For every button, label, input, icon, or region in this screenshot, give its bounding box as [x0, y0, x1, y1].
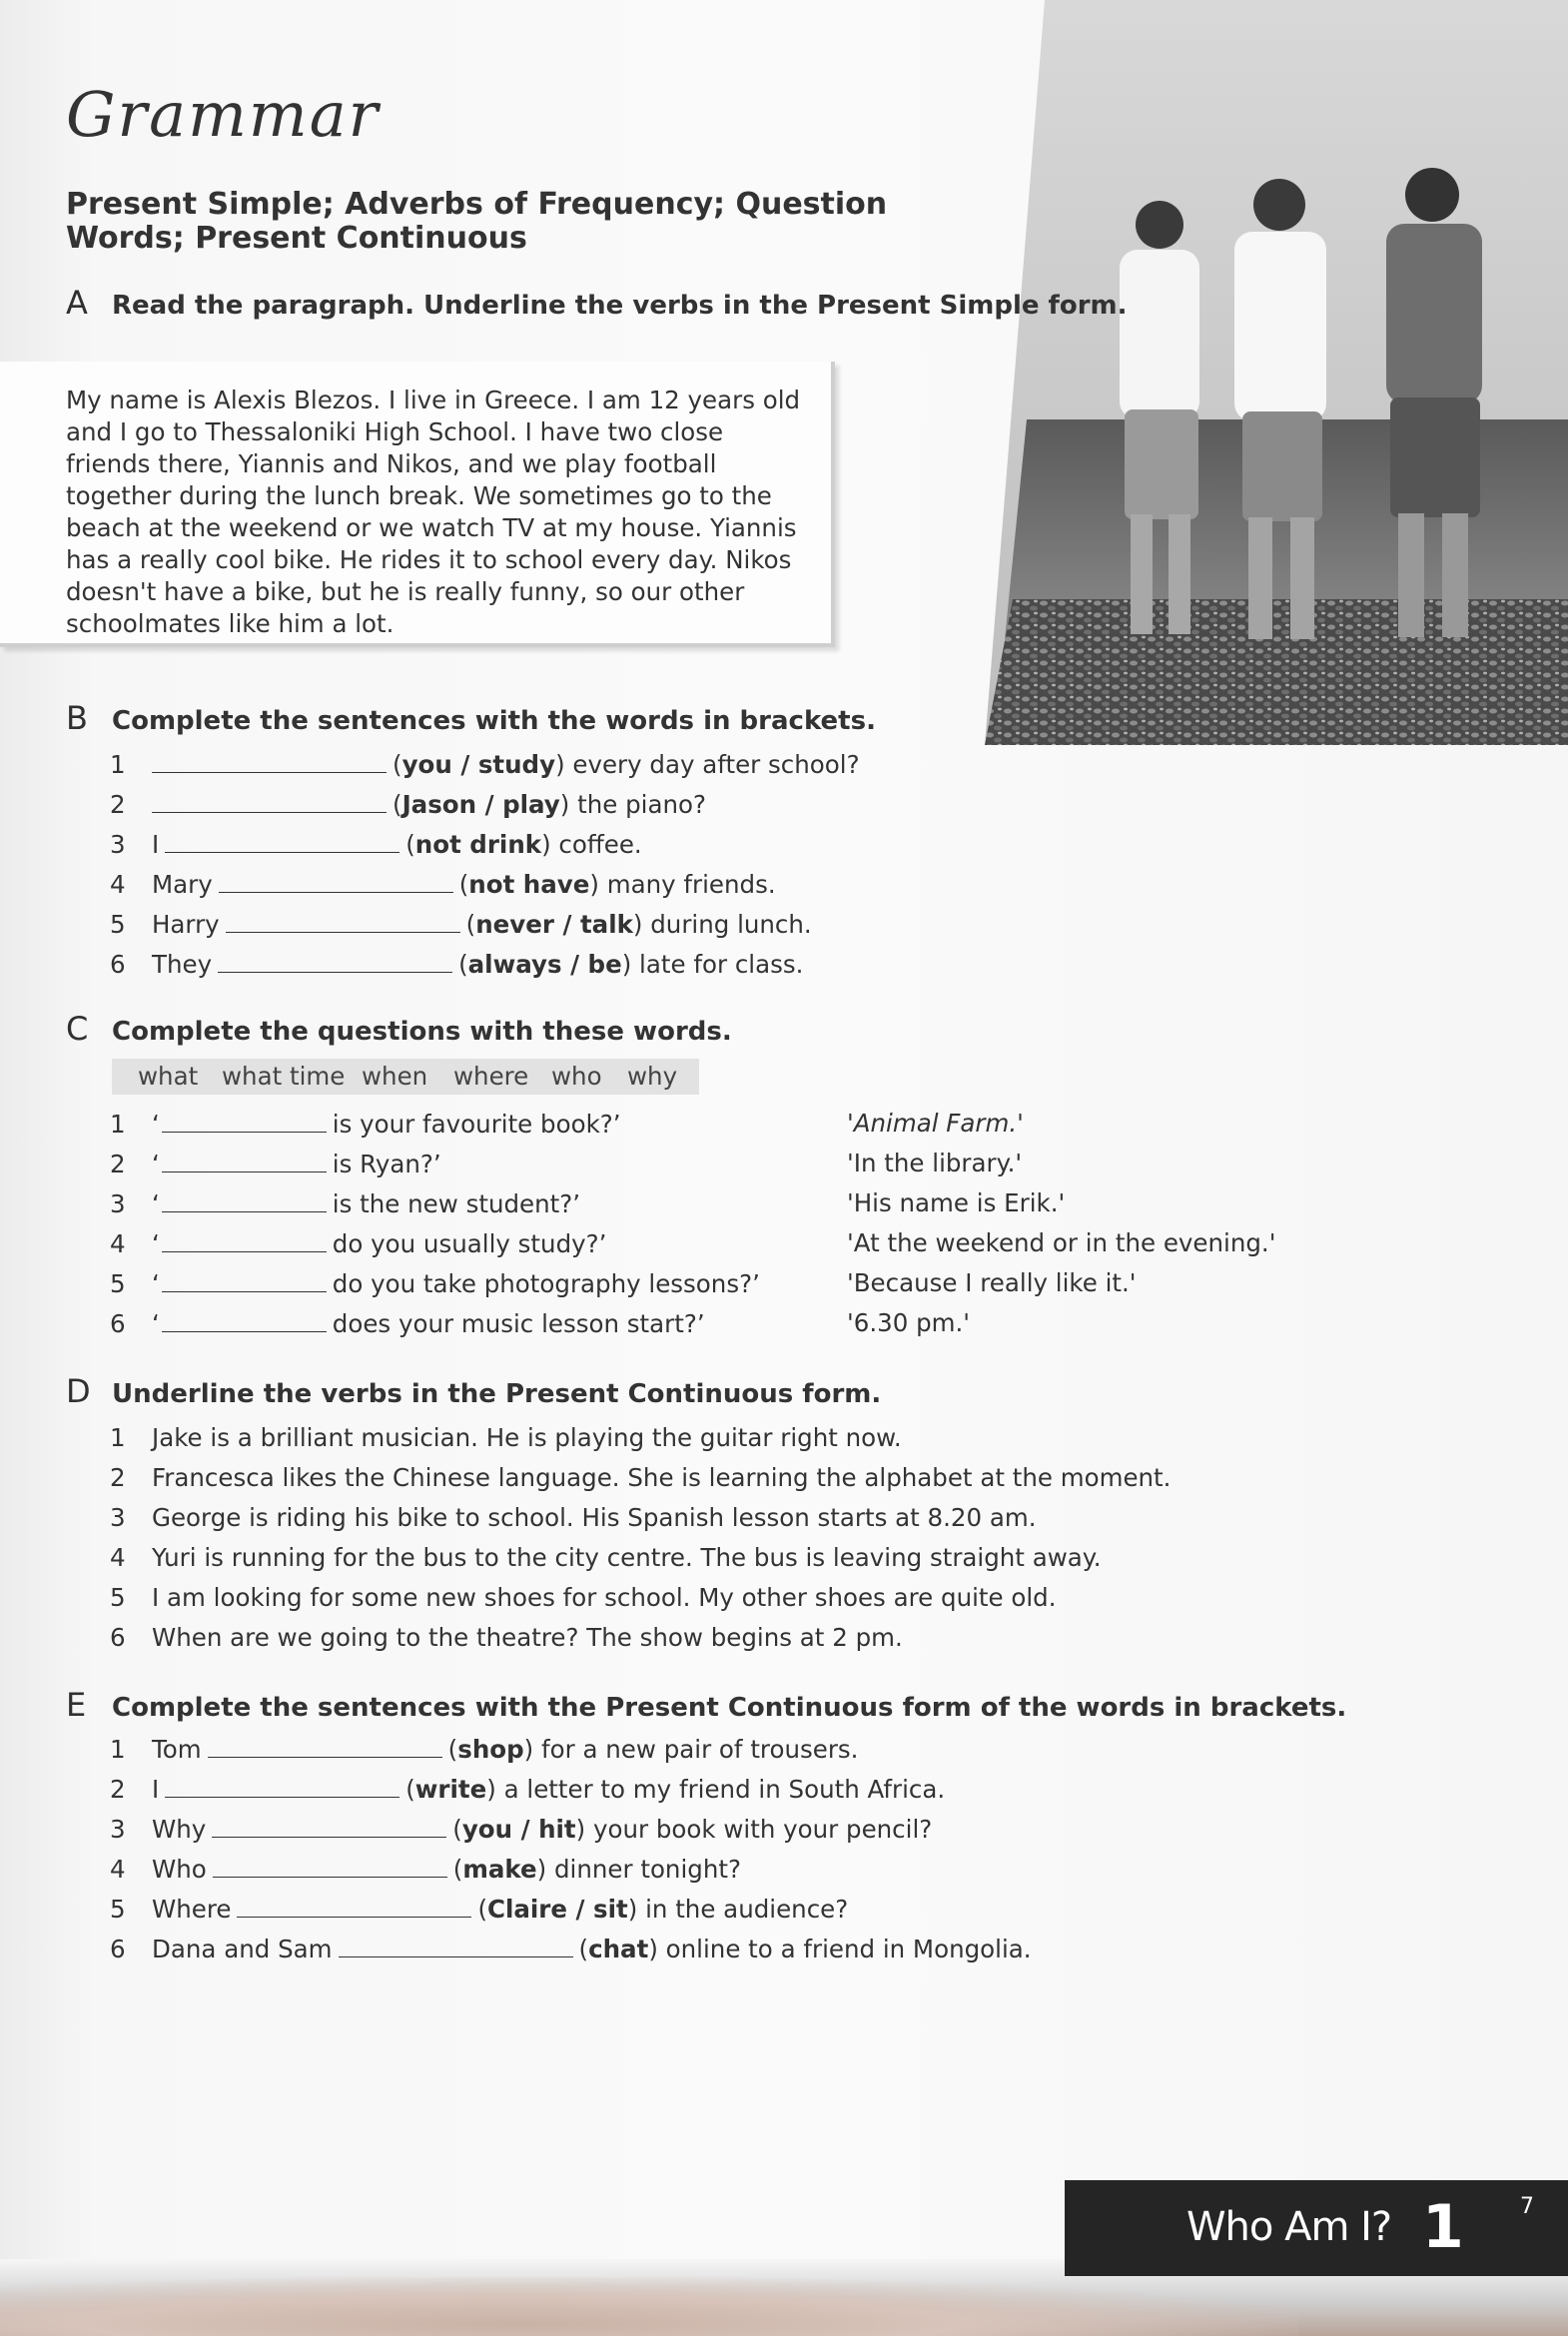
answer-text: 'Animal Farm.' — [847, 1109, 1024, 1138]
item-number: 4 — [110, 870, 126, 899]
item-number: 5 — [110, 1895, 126, 1924]
item-text: I am looking for some new shoes for school. My other shoes are quite old. — [152, 1583, 1057, 1612]
answer-blank[interactable] — [162, 1110, 327, 1133]
answer-blank[interactable] — [237, 1895, 471, 1918]
item-rest: many friends. — [598, 870, 776, 899]
item-rest: dinner tonight? — [546, 1855, 741, 1884]
item-subject: Dana and Sam — [152, 1935, 333, 1963]
item-number: 5 — [110, 1269, 126, 1298]
item-number: 1 — [110, 750, 126, 779]
item-number: 4 — [110, 1543, 126, 1572]
item-number: 2 — [110, 1150, 126, 1178]
section-e-item: 1 Tom (shop) for a new pair of trousers. — [110, 1735, 859, 1764]
item-rest: late for class. — [631, 950, 804, 979]
item-number: 6 — [110, 950, 126, 979]
section-c-heading — [66, 1010, 732, 1048]
item-hint: chat — [588, 1935, 649, 1963]
c-answer: '6.30 pm.' — [847, 1308, 971, 1337]
section-d-item — [110, 1422, 902, 1454]
item-question: does your music lesson start?’ — [332, 1309, 705, 1338]
page-number: 7 — [1520, 2194, 1534, 2219]
answer-blank[interactable] — [152, 790, 387, 813]
unit-number: 1 — [1422, 2192, 1464, 2262]
section-b-heading — [66, 699, 876, 737]
section-d-item — [110, 1462, 1171, 1494]
item-number: 4 — [110, 1229, 126, 1258]
answer-blank[interactable] — [212, 1815, 446, 1838]
section-b-item: 5 Harry (never / talk) during lunch. — [110, 910, 812, 939]
item-hint: Claire / sit — [487, 1895, 628, 1924]
section-c-item: 5 ‘ do you take photography lessons?’ — [110, 1269, 760, 1298]
section-d-item — [110, 1542, 1102, 1574]
item-subject: Why — [152, 1815, 207, 1844]
section-d-heading — [66, 1372, 881, 1410]
item-hint: shop — [457, 1735, 524, 1764]
item-number: 1 — [110, 1735, 126, 1764]
answer-blank[interactable] — [218, 950, 452, 973]
section-e-item: 4 Who (make) dinner tonight? — [110, 1855, 741, 1884]
item-question: is Ryan?’ — [332, 1150, 441, 1178]
item-hint: you / study — [401, 750, 556, 779]
answer-blank[interactable] — [162, 1309, 327, 1332]
answer-blank[interactable] — [208, 1735, 442, 1758]
item-number: 3 — [110, 830, 126, 859]
word-bank-item: who — [551, 1062, 602, 1091]
item-rest: for a new pair of trousers. — [533, 1735, 859, 1764]
item-rest: your book with your pencil? — [585, 1815, 933, 1844]
item-hint: you / hit — [461, 1815, 576, 1844]
answer-blank[interactable] — [162, 1269, 327, 1292]
reading-paragraph: My name is Alexis Blezos. I live in Greece. I am 12 years old and I go to Thessaloniki High School. I have two close friends there, Yiannis and Nikos, and we play football together during the lunch break. We sometimes go to the beach at the weekend or we watch TV at my house. Yiannis has a really cool bike. He rides it to school every day. Nikos doesn't have a bike, but he is really funny, so our other schoolmates like him a lot. — [66, 386, 801, 638]
item-text: Francesca likes the Chinese language. She is learning the alphabet at the moment. — [152, 1463, 1172, 1492]
word-bank-item: why — [627, 1062, 678, 1091]
word-bank-item: where — [453, 1062, 529, 1091]
section-b-letter: B — [66, 699, 88, 737]
item-subject: I — [152, 1775, 160, 1804]
c-answer: 'His name is Erik.' — [847, 1188, 1066, 1217]
item-hint: not drink — [414, 830, 542, 859]
item-number: 5 — [110, 910, 126, 939]
item-question: do you take photography lessons?’ — [332, 1269, 760, 1298]
answer-blank[interactable] — [219, 870, 453, 893]
item-number: 1 — [110, 1110, 126, 1139]
item-rest: in the audience? — [637, 1895, 849, 1924]
item-question: is your favourite book?’ — [332, 1110, 621, 1139]
section-c-instruction: Complete the questions with these words. — [112, 1017, 732, 1047]
section-c-item: 2 ‘ is Ryan?’ — [110, 1150, 441, 1178]
item-rest: a letter to my friend in South Africa. — [495, 1775, 946, 1804]
item-text: When are we going to the theatre? The show begins at 2 pm. — [152, 1623, 903, 1652]
item-hint: always / be — [467, 950, 622, 979]
section-e-heading — [66, 1686, 1346, 1724]
photo-illustration — [985, 0, 1568, 745]
item-number: 4 — [110, 1855, 126, 1884]
item-subject: Harry — [152, 910, 220, 939]
item-hint: write — [414, 1775, 487, 1804]
answer-blank[interactable] — [165, 830, 399, 853]
item-hint: not have — [468, 870, 590, 899]
word-bank-item: what — [138, 1062, 199, 1091]
item-text: Jake is a brilliant musician. He is playing the guitar right now. — [152, 1423, 902, 1452]
item-number: 5 — [110, 1583, 126, 1612]
answer-blank[interactable] — [162, 1189, 327, 1212]
word-bank — [112, 1059, 699, 1095]
section-a-heading — [66, 284, 1128, 322]
thumb-shadow — [0, 2277, 1298, 2336]
section-c-item: 4 ‘ do you usually study?’ — [110, 1229, 607, 1258]
item-hint: Jason / play — [401, 790, 560, 819]
section-e-letter: E — [66, 1686, 87, 1724]
item-question: do you usually study?’ — [332, 1229, 607, 1258]
item-rest: during lunch. — [642, 910, 812, 939]
section-b-item: 4 Mary (not have) many friends. — [110, 870, 776, 899]
item-rest: the piano? — [569, 790, 707, 819]
item-number: 6 — [110, 1623, 126, 1652]
item-subject: Tom — [152, 1735, 202, 1764]
unit-footer-tab — [1065, 2180, 1568, 2276]
answer-blank[interactable] — [165, 1775, 399, 1798]
section-e-instruction: Complete the sentences with the Present Continuous form of the words in brackets. — [112, 1693, 1347, 1723]
section-d-item — [110, 1582, 1057, 1614]
section-e-item: 3 Why (you / hit) your book with your pencil? — [110, 1815, 933, 1844]
item-subject: I — [152, 830, 160, 859]
word-bank-item: when — [362, 1062, 428, 1091]
boys-on-beach-photo — [985, 0, 1568, 745]
item-rest: online to a friend in Mongolia. — [657, 1935, 1032, 1963]
section-b-item: 6 They (always / be) late for class. — [110, 950, 804, 979]
section-a-instruction: Read the paragraph. Underline the verbs in the Present Simple form. — [112, 291, 1128, 321]
section-b-item: 3 I (not drink) coffee. — [110, 830, 642, 859]
page-subtitle: Present Simple; Adverbs of Frequency; Question Words; Present Continuous — [66, 187, 888, 256]
section-c-item: 6 ‘ does your music lesson start?’ — [110, 1309, 705, 1338]
item-number: 1 — [110, 1423, 126, 1452]
item-subject: Where — [152, 1895, 232, 1924]
word-bank-item: what time — [222, 1062, 346, 1091]
item-question: is the new student?’ — [332, 1189, 581, 1218]
section-d-letter: D — [66, 1372, 91, 1410]
section-d-instruction: Underline the verbs in the Present Continuous form. — [112, 1379, 882, 1409]
item-text: George is riding his bike to school. His Spanish lesson starts at 8.20 am. — [152, 1503, 1037, 1532]
section-e-item: 6 Dana and Sam (chat) online to a friend in Mongolia. — [110, 1935, 1032, 1963]
item-hint: never / talk — [475, 910, 633, 939]
item-text: Yuri is running for the bus to the city centre. The bus is leaving straight away. — [152, 1543, 1102, 1572]
section-c-letter: C — [66, 1010, 89, 1048]
item-rest: every day after school? — [564, 750, 860, 779]
section-b-item: 1 (you / study) every day after school? — [110, 750, 860, 779]
item-number: 2 — [110, 790, 126, 819]
item-number: 6 — [110, 1935, 126, 1963]
section-d-item — [110, 1502, 1037, 1534]
section-c-item: 3 ‘ is the new student?’ — [110, 1189, 581, 1218]
answer-blank[interactable] — [162, 1229, 327, 1252]
answer-blank[interactable] — [226, 910, 460, 933]
c-answer: 'In the library.' — [847, 1149, 1023, 1177]
c-answer — [847, 1109, 1024, 1138]
answer-blank[interactable] — [213, 1855, 447, 1878]
item-subject: Who — [152, 1855, 207, 1884]
item-number: 3 — [110, 1503, 126, 1532]
item-subject: They — [152, 950, 213, 979]
c-answer: 'At the weekend or in the evening.' — [847, 1228, 1276, 1257]
c-answer: 'Because I really like it.' — [847, 1268, 1137, 1297]
section-a-letter: A — [66, 284, 88, 322]
item-number: 2 — [110, 1775, 126, 1804]
item-rest: coffee. — [550, 830, 642, 859]
section-c-item: 1 ‘ is your favourite book?’ — [110, 1110, 621, 1139]
item-number: 2 — [110, 1463, 126, 1492]
item-number: 6 — [110, 1309, 126, 1338]
unit-title: Who Am I? — [1186, 2204, 1392, 2250]
answer-blank[interactable] — [162, 1150, 327, 1172]
answer-blank[interactable] — [152, 750, 387, 773]
answer-blank[interactable] — [339, 1935, 573, 1957]
section-e-item: 2 I (write) a letter to my friend in South Africa. — [110, 1775, 946, 1804]
section-d-item — [110, 1622, 903, 1654]
page-title: Grammar — [66, 78, 381, 151]
item-hint: make — [462, 1855, 537, 1884]
item-number: 3 — [110, 1815, 126, 1844]
item-subject: Mary — [152, 870, 213, 899]
section-b-instruction: Complete the sentences with the words in brackets. — [112, 706, 876, 736]
item-number: 3 — [110, 1189, 126, 1218]
section-e-item: 5 Where (Claire / sit) in the audience? — [110, 1895, 849, 1924]
section-b-item: 2 (Jason / play) the piano? — [110, 790, 707, 819]
